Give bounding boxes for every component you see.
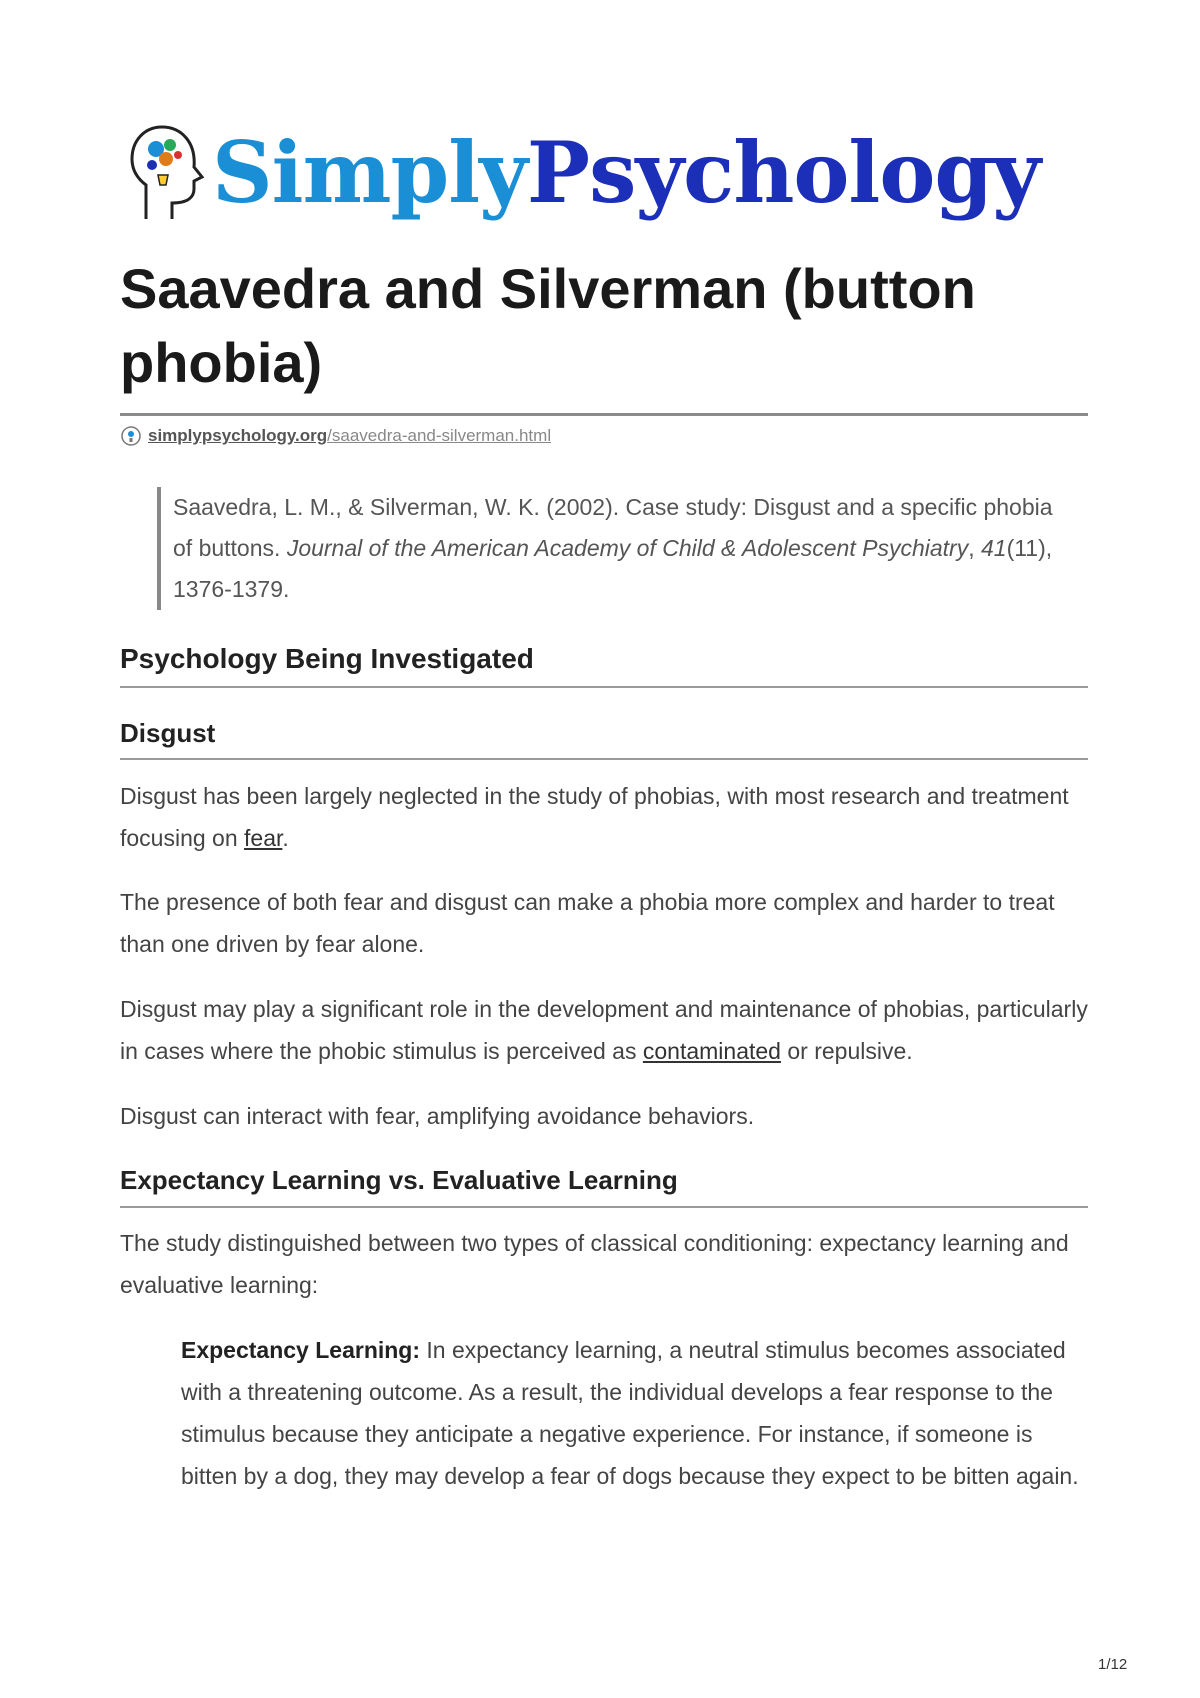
paragraph [120,988,1100,1072]
logo-text-simply: Simply [212,123,527,222]
site-logo[interactable] [128,118,1040,228]
paragraph: The study distinguished between two types of classical conditioning: expectancy learning and evaluative learning: [120,1230,1069,1298]
citation-authors: Saavedra, L. M., & Silverman, W. K. (2002). Case study: Disgust and a specific phobia of buttons. [173,494,1053,561]
paragraph-text: or repulsive. [780,1038,913,1064]
section-heading-psychology: Psychology Being Investigated [120,643,534,674]
section-heading-learning: Expectancy Learning vs. Evaluative Learning [120,1165,678,1195]
citation-journal: Journal of the American Academy of Child & Adolescent Psychiatry [286,535,969,561]
paragraph: The presence of both fear and disgust can make a phobia more complex and harder to treat than one driven by fear alone. [120,889,1055,957]
head-with-gears-lightbulb-icon [128,121,208,225]
source-domain-link[interactable]: simplypsychology.org [148,426,328,445]
source-url[interactable] [120,425,551,447]
contaminated-link[interactable]: contaminated [642,1038,781,1064]
paragraph-text: . [282,825,289,851]
paragraph-text: Disgust may play a significant role in the development and maintenance of phobias, particularly in cases where the phobic stimulus is perceived as [120,996,1088,1064]
citation-issue-pages: (11), 1376-1379. [173,535,1053,602]
definition-item [181,1329,1081,1497]
title-divider [120,413,1088,416]
definition-term: Expectancy Learning: [181,1337,421,1363]
citation-volume: 41 [980,535,1007,561]
source-path-link[interactable]: /saavedra-and-silverman.html [327,426,552,445]
paragraph: Disgust can interact with fear, amplifying avoidance behaviors. [120,1103,755,1129]
definition-text: In expectancy learning, a neutral stimulus becomes associated with a threatening outcome. As a result, the individual develops a fear response to the stimulus because they anticipate a negative experience. For instance, if someone is bitten by a dog, they may develop a fear of dogs because they expect to be bitten again. [181,1337,1079,1489]
subsection-divider [120,758,1088,760]
page-title: Saavedra and Silverman (button phobia) [120,257,976,394]
fear-link[interactable]: fear [244,825,283,851]
paragraph-text: Disgust has been largely neglected in the study of phobias, with most research and treatment focusing on [120,783,1069,851]
logo-text-psychology: Psychology [526,123,1040,222]
paragraph [120,775,1100,859]
citation-block: Saavedra, L. M., & Silverman, W. K. (2002). Case study: Disgust and a specific phobia of buttons. Journal of the American Academy of Child & Adolescent Psychiatry, 41(11), 1376-1379. [157,487,1073,610]
section-divider [120,1206,1088,1208]
site-favicon-icon [120,425,142,447]
section-divider [120,686,1088,688]
subsection-heading-disgust: Disgust [120,718,216,748]
page-number: 1/12 [1098,1656,1128,1673]
